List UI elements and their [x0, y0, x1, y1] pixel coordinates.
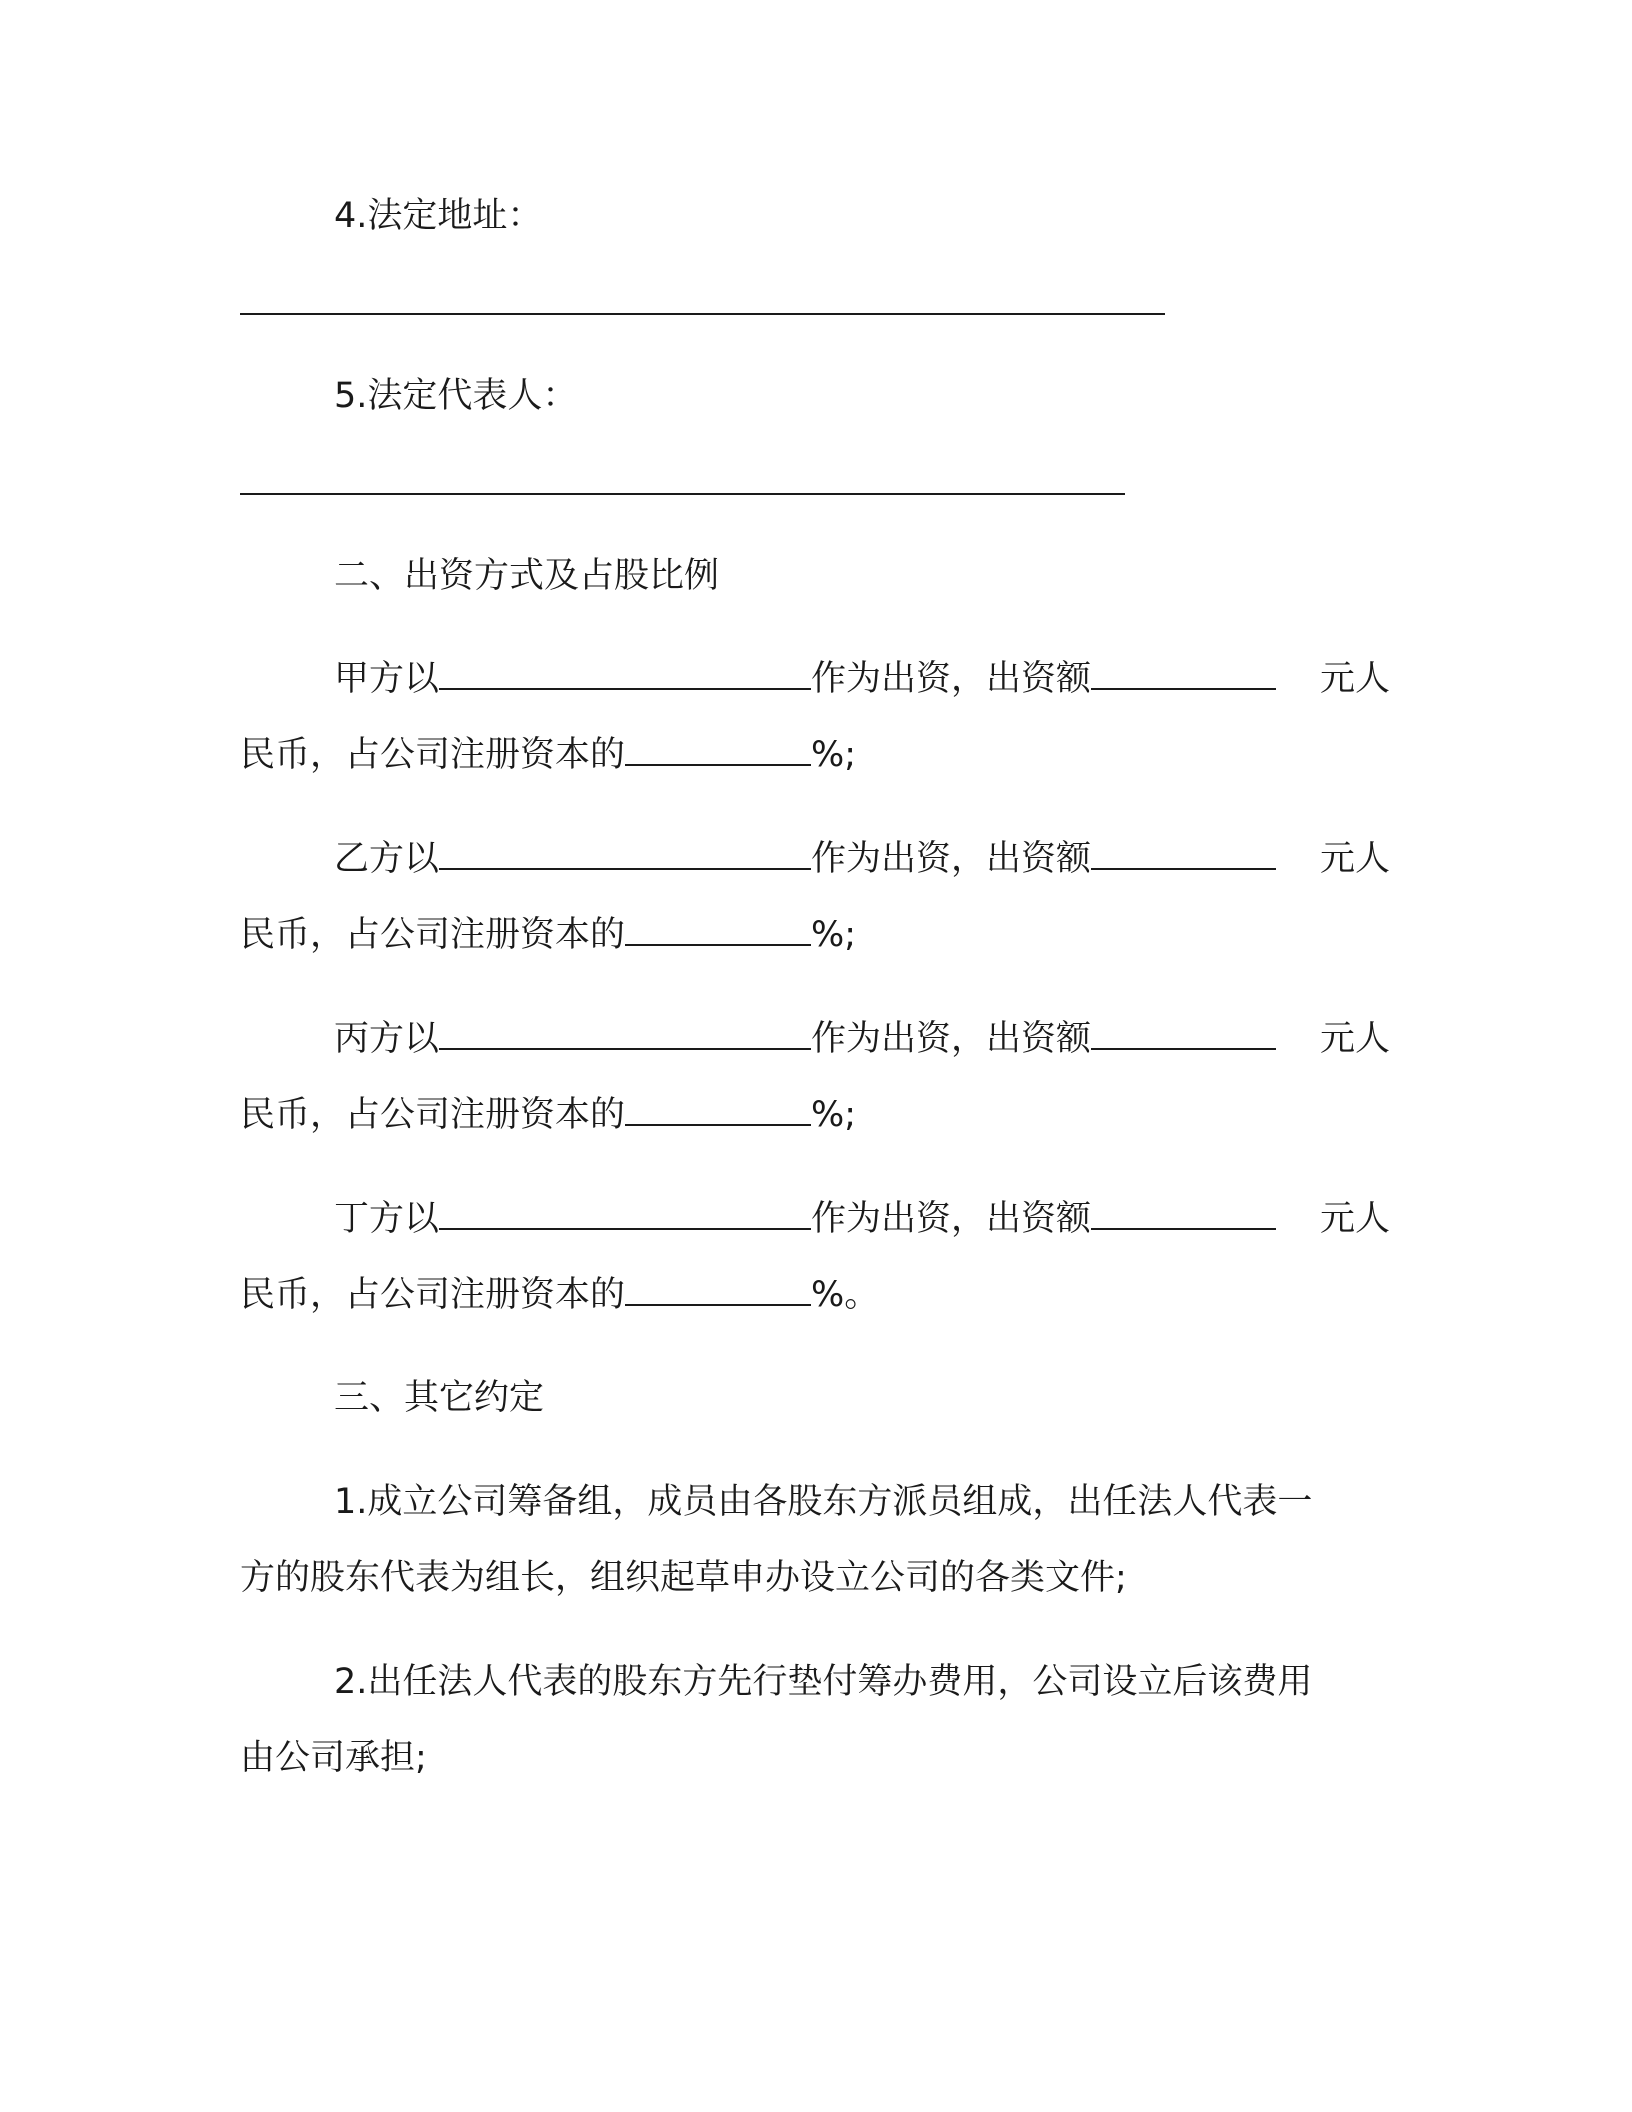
party-d-line2 [240, 1273, 1390, 1317]
party-a-unit: 元人 [1319, 659, 1390, 699]
clause1-line1: 1.成立公司筹备组，成员由各股东方派员组成，出任法人代表一 [334, 1482, 1313, 1522]
party-d-amount-blank [1091, 1198, 1276, 1230]
clause1-line2: 方的股东代表为组长，组织起草申办设立公司的各类文件; [240, 1558, 1127, 1598]
address-label: 4.法定地址： [334, 196, 543, 236]
party-b-line2 [240, 913, 1390, 957]
party-d-prefix: 丁方以 [334, 1199, 440, 1239]
party-b-prefix: 乙方以 [334, 839, 440, 879]
party-d-contribution-blank [439, 1198, 811, 1230]
party-a-contribution-blank [439, 658, 811, 690]
party-c-line1 [334, 1017, 1390, 1061]
party-a-prefix: 甲方以 [334, 659, 440, 699]
section3-heading: 三、其它约定 [334, 1378, 545, 1418]
party-b-contribution-blank [439, 838, 811, 870]
party-a-amount-blank [1091, 658, 1276, 690]
party-d-percent-blank [625, 1274, 811, 1306]
party-c-percent-blank [625, 1094, 811, 1126]
party-b-percent-blank [625, 914, 811, 946]
party-b-line2-suffix: %; [811, 915, 857, 955]
party-d-line1 [334, 1197, 1390, 1241]
party-a-line1 [334, 657, 1390, 701]
party-d-mid: 作为出资，出资额 [811, 1199, 1092, 1239]
party-d-unit: 元人 [1319, 1199, 1390, 1239]
party-c-line2-prefix: 民币，占公司注册资本的 [240, 1095, 626, 1135]
party-c-line2 [240, 1093, 1390, 1137]
party-b-line1 [334, 837, 1390, 881]
address-blank-line [240, 313, 1165, 315]
party-c-amount-blank [1091, 1018, 1276, 1050]
section2-heading: 二、出资方式及占股比例 [334, 556, 720, 596]
party-b-mid: 作为出资，出资额 [811, 839, 1092, 879]
party-d-line2-suffix: %。 [811, 1275, 880, 1315]
party-b-amount-blank [1091, 838, 1276, 870]
party-d-line2-prefix: 民币，占公司注册资本的 [240, 1275, 626, 1315]
legal-rep-label: 5.法定代表人： [334, 376, 578, 416]
party-b-line2-prefix: 民币，占公司注册资本的 [240, 915, 626, 955]
clause2-line2: 由公司承担; [240, 1738, 427, 1778]
party-a-mid: 作为出资，出资额 [811, 659, 1092, 699]
clause2-line1: 2.出任法人代表的股东方先行垫付筹办费用，公司设立后该费用 [334, 1662, 1313, 1702]
party-c-line2-suffix: %; [811, 1095, 857, 1135]
party-a-line2-prefix: 民币，占公司注册资本的 [240, 735, 626, 775]
party-a-line2-suffix: %; [811, 735, 857, 775]
legal-rep-blank-line [240, 493, 1125, 495]
party-c-prefix: 丙方以 [334, 1019, 440, 1059]
party-a-percent-blank [625, 734, 811, 766]
party-c-unit: 元人 [1319, 1019, 1390, 1059]
party-b-unit: 元人 [1319, 839, 1390, 879]
party-a-line2 [240, 733, 1390, 777]
party-c-contribution-blank [439, 1018, 811, 1050]
party-c-mid: 作为出资，出资额 [811, 1019, 1092, 1059]
